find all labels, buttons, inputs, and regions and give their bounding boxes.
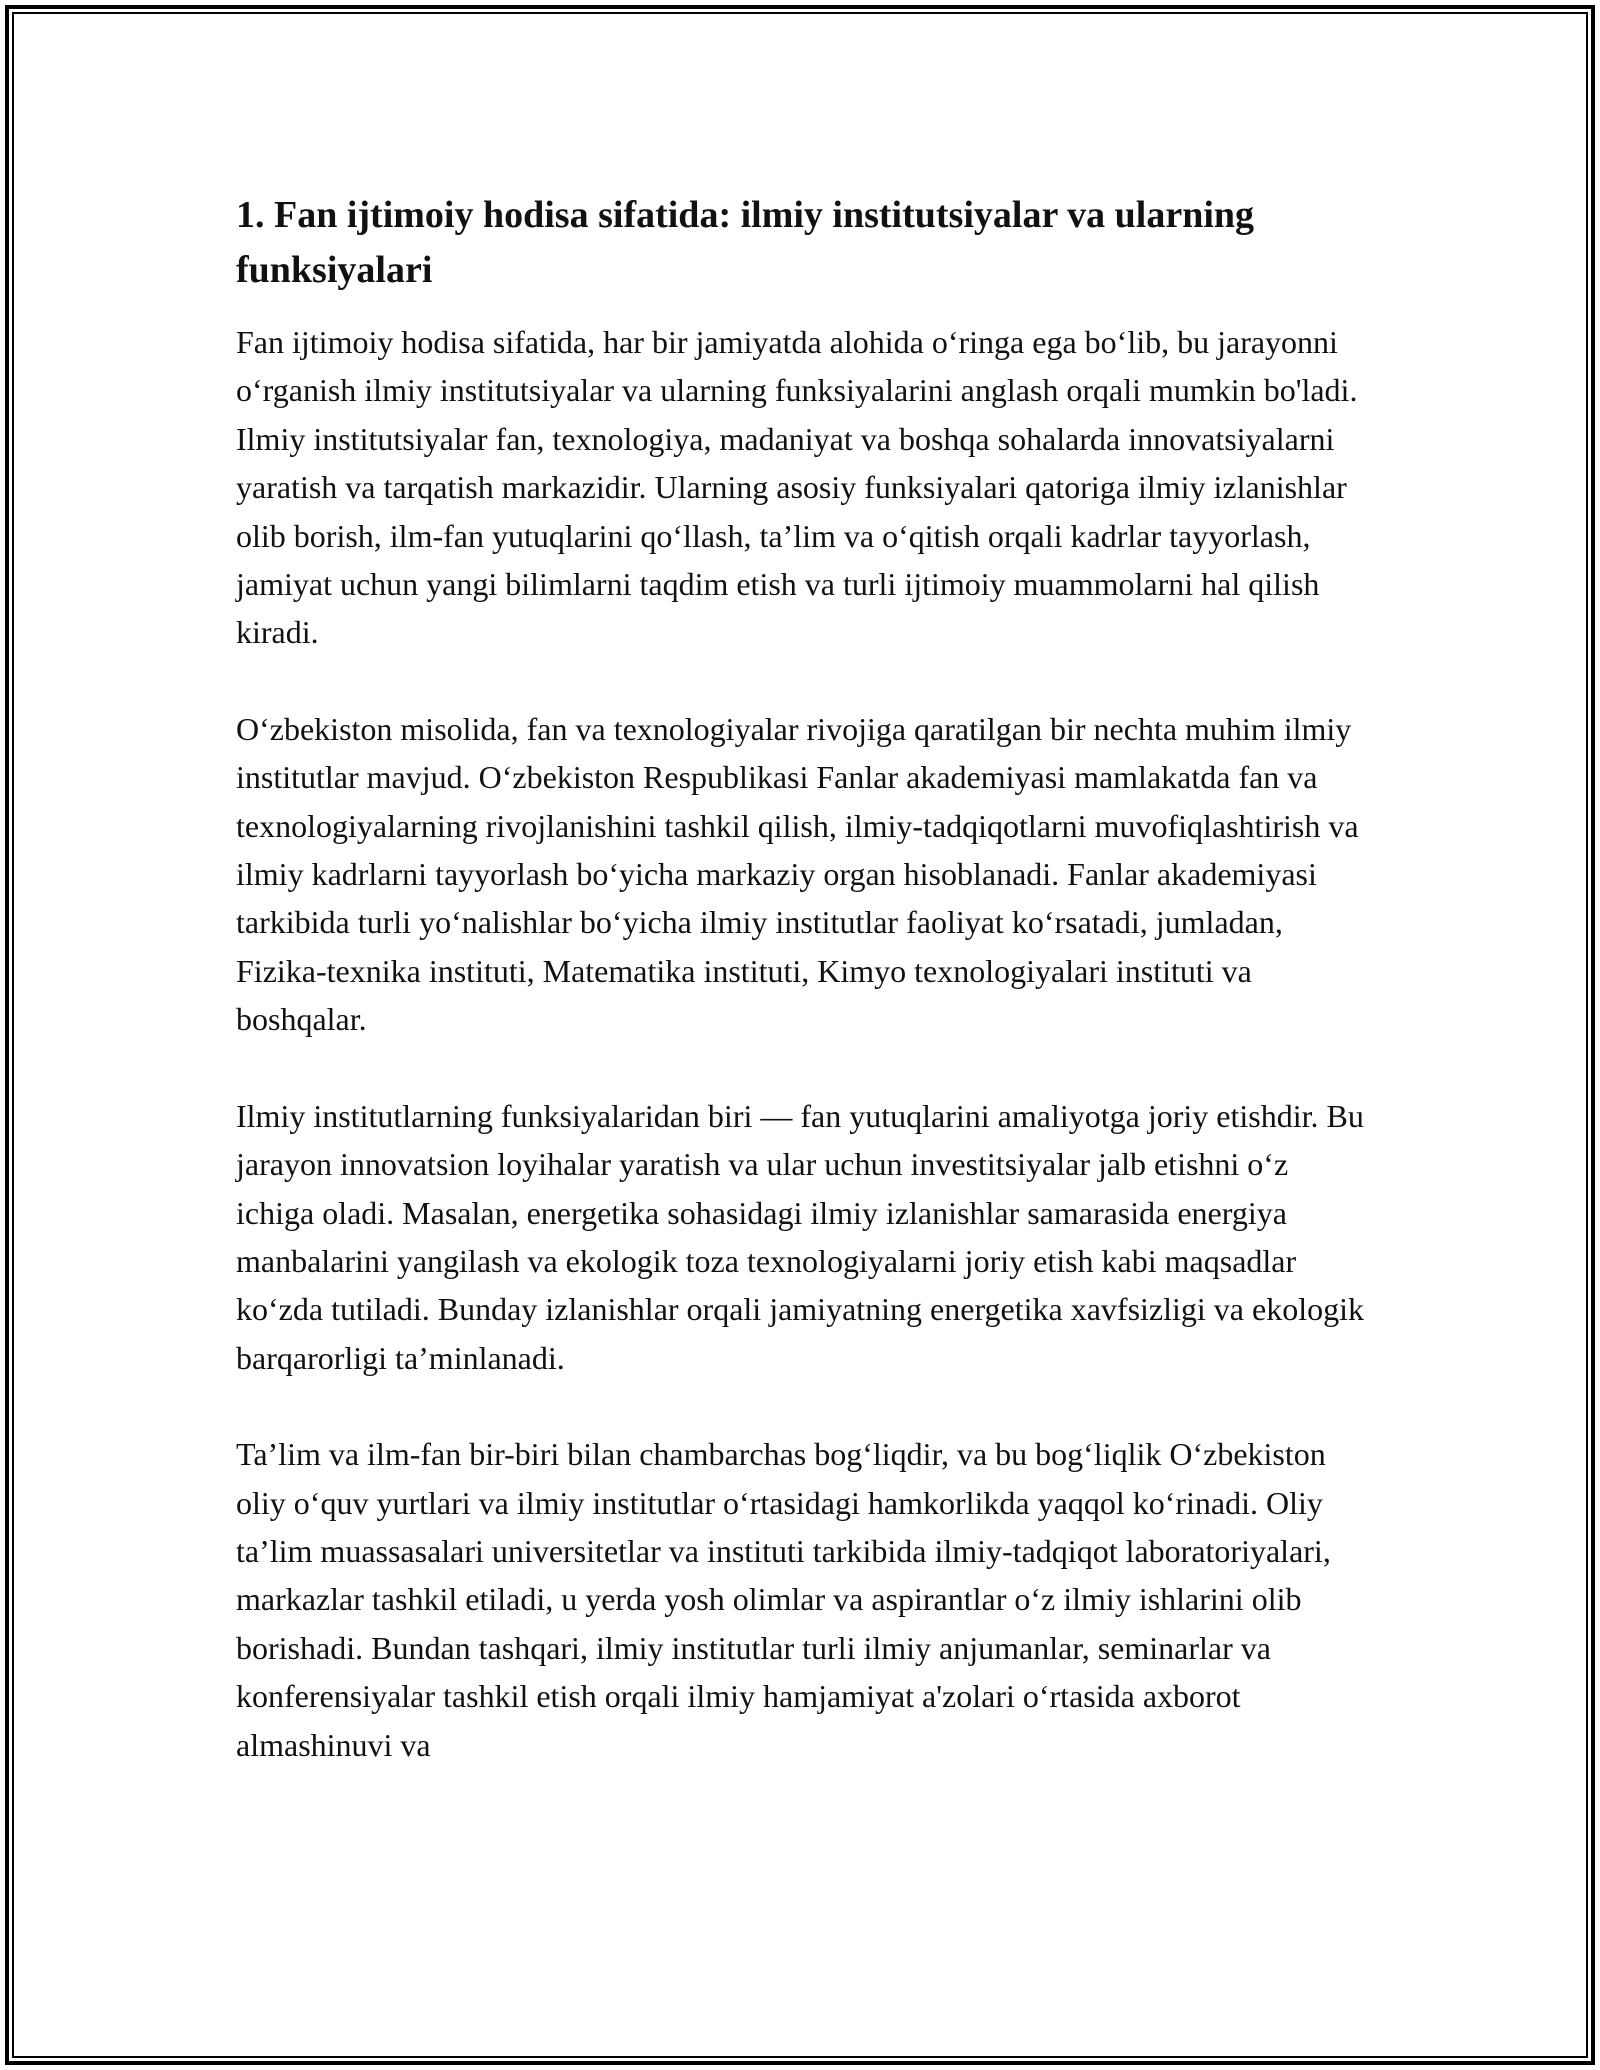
paragraph-4: Ta’lim va ilm-fan bir-biri bilan chambarchas bog‘liqdir, va bu bog‘liqlik O‘zbekiston oliy o‘quv yurtlari va ilmiy institutlar o‘rtasidagi hamkorlikda yaqqol ko‘rinadi. Oliy ta’lim muassasalari universitetlar va instituti tarkibida ilmiy-tadqiqot laboratoriyalari, markazlar tashkil etiladi, u yerda yosh olimlar va aspirantlar o‘z ilmiy ishlarini olib borishadi. Bundan tashqari, ilmiy institutlar turli ilmiy anjumanlar, seminarlar va konferensiyalar tashkil etish orqali ilmiy hamjamiyat a'zolari o‘rtasida axborot almashinuvi va	[236, 1436, 1331, 1763]
paragraph-1: Fan ijtimoiy hodisa sifatida, har bir jamiyatda alohida o‘ringa ega bo‘lib, bu jarayonni o‘rganish ilmiy institutsiyalar va ularning funksiyalarini anglash orqali mumkin bo'ladi. Ilmiy institutsiyalar fan, texnologiya, madaniyat va boshqa sohalarda innovatsiyalarni yaratish va tarqatish markazidir. Ularning asosiy funksiyalari qatoriga ilmiy izlanishlar olib borish, ilm-fan yutuqlarini qo‘llash, ta’lim va o‘qitish orqali kadrlar tayyorlash, jamiyat uchun yangi bilimlarni taqdim etish va turli ijtimoiy muammolarni hal qilish kiradi.	[236, 324, 1358, 651]
paragraph-3: Ilmiy institutlarning funksiyalaridan biri — fan yutuqlarini amaliyotga joriy etishdir. Bu jarayon innovatsion loyihalar yaratish va ular uchun investitsiyalar jalb etishni o‘z ichiga oladi. Masalan, energetika sohasidagi ilmiy izlanishlar samarasida energiya manbalarini yangilash va ekologik toza texnologiyalarni joriy etish kabi maqsadlar ko‘zda tutiladi. Bunday izlanishlar orqali jamiyatning energetika xavfsizligi va ekologik barqarorligi ta’minlanadi.	[236, 1097, 1364, 1376]
document-body	[236, 188, 1364, 1817]
paragraph-2: O‘zbekiston misolida, fan va texnologiyalar rivojiga qaratilgan bir nechta muhim ilmiy institutlar mavjud. O‘zbekiston Respublikasi Fanlar akademiyasi mamlakatda fan va texnologiyalarning rivojlanishini tashkil qilish, ilmiy-tadqiqotlarni muvofiqlashtirish va ilmiy kadrlarni tayyorlash bo‘yicha markaziy organ hisoblanadi. Fanlar akademiyasi tarkibida turli yo‘nalishlar bo‘yicha ilmiy institutlar faoliyat ko‘rsatadi, jumladan, Fizika-texnika instituti, Matematika instituti, Kimyo texnologiyalari instituti va boshqalar.	[236, 710, 1359, 1038]
section-heading: 1. Fan ijtimoiy hodisa sifatida: ilmiy institutsiyalar va ularning funksiyalari	[236, 194, 1255, 291]
